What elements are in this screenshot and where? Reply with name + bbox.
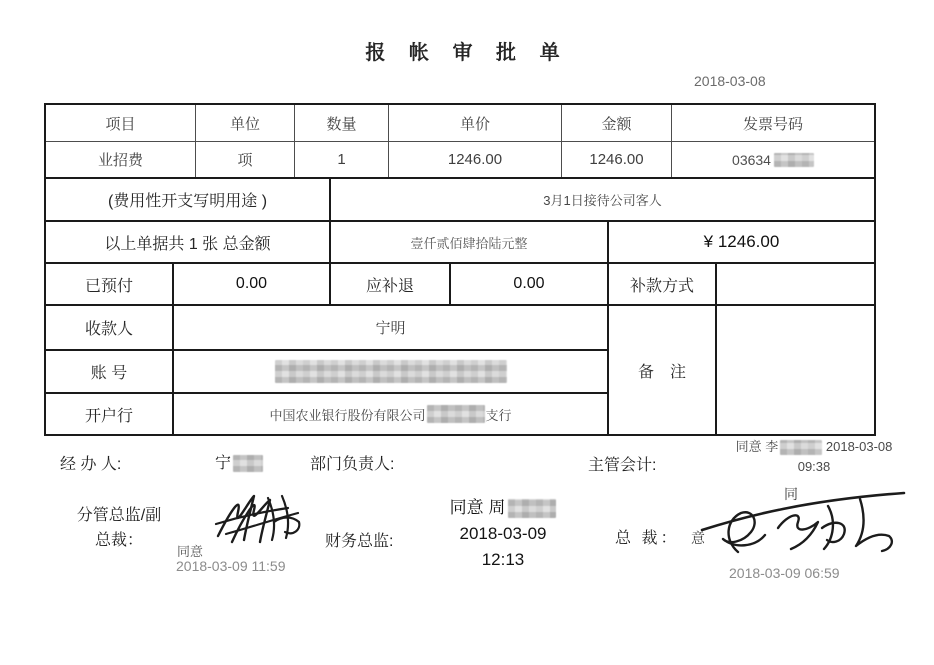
president-agree-char1: 同	[784, 486, 798, 502]
bank-name-suffix: 支行	[485, 407, 512, 423]
item-unit: 项	[195, 142, 294, 177]
cfo-approval-time: 12:13	[481, 550, 525, 569]
payee-row	[46, 306, 607, 349]
invoice-no-visible: 03634	[732, 151, 771, 168]
account-value	[172, 351, 607, 392]
header-amount: 金额	[561, 105, 671, 141]
chief-accountant-approval	[696, 437, 932, 477]
account-label: 账 号	[90, 365, 128, 382]
remark-label: 备 注	[607, 306, 715, 434]
approval-date: 2018-03-08	[825, 439, 893, 454]
refund-label: 应补退	[329, 264, 449, 304]
approval-agree-text: 同意 李	[735, 439, 779, 454]
payment-method-label: 补款方式	[607, 264, 715, 304]
table-header-row	[46, 105, 874, 141]
bank-value	[172, 394, 607, 434]
header-item: 项目	[105, 115, 136, 133]
chief-accountant-approval-line1	[696, 437, 932, 457]
bank-row	[46, 392, 607, 434]
payee-bank-block	[46, 304, 874, 434]
chief-accountant-approval-time: 09:38	[797, 459, 831, 474]
item-amount: 1246.00	[561, 142, 671, 177]
account-row	[46, 349, 607, 392]
vp-label-line2: 总裁：	[94, 532, 143, 549]
operator-name	[215, 450, 263, 473]
payee-bank-left	[46, 306, 607, 434]
operator-name-visible: 宁	[215, 455, 232, 472]
prepaid-row	[46, 262, 874, 304]
header-invoice-no: 发票号码	[671, 105, 874, 141]
cfo-label: 财务总监:	[325, 533, 394, 550]
vp-label-line1: 分管总监/副	[76, 507, 162, 524]
item-invoice-no	[671, 142, 874, 177]
total-amount-chinese: 壹仟贰佰肆拾陆元整	[329, 222, 607, 262]
cfo-approval-date: 2018-03-09	[459, 524, 547, 543]
bank-label: 开户行	[84, 407, 133, 425]
total-row	[46, 220, 874, 262]
payee-label: 收款人	[84, 321, 133, 338]
purpose-value: 3月1日接待公司客人	[329, 179, 874, 220]
item-name: 业招费	[97, 152, 143, 169]
reimbursement-table	[44, 103, 876, 436]
item-unit-price: 1246.00	[388, 142, 561, 177]
payment-method-value	[715, 264, 874, 304]
cfo-approval-line1	[428, 495, 578, 521]
total-amount: ¥ 1246.00	[607, 222, 874, 262]
vp-agree-text: 同意	[177, 544, 204, 559]
total-label: 以上单据共 1 张 总金额	[104, 235, 271, 253]
page-title: 报 帐 审 批 单	[365, 42, 569, 64]
redacted-account-number	[275, 360, 507, 383]
chief-accountant-label: 主管会计:	[588, 457, 657, 474]
cfo-approval	[428, 495, 578, 573]
item-quantity: 1	[294, 142, 388, 177]
prepaid-value: 0.00	[172, 264, 329, 304]
redacted-invoice-suffix	[774, 153, 814, 167]
table-item-row	[46, 141, 874, 177]
prepaid-label: 已预付	[84, 277, 133, 295]
cfo-agree-text: 同意 周	[449, 498, 506, 517]
operator-label: 经 办 人:	[60, 456, 122, 473]
header-unit: 单位	[195, 105, 294, 141]
president-signature-icon	[698, 486, 908, 566]
purpose-label: (费用性开支写明用途 )	[107, 193, 268, 210]
redacted-bank-branch	[427, 405, 485, 423]
vp-approval-datetime: 2018-03-09 11:59	[176, 558, 286, 574]
president-agree-char2: 意	[691, 530, 705, 546]
remark-value	[715, 306, 874, 434]
redacted-operator-name	[233, 455, 263, 472]
header-unit-price: 单价	[388, 105, 561, 141]
dept-head-label: 部门负责人:	[310, 456, 395, 473]
document-date: 2018-03-08	[694, 73, 766, 89]
refund-value: 0.00	[449, 264, 607, 304]
purpose-row	[46, 177, 874, 220]
bank-name-prefix: 中国农业银行股份有限公司	[269, 407, 426, 423]
vp-signature-icon	[208, 486, 308, 550]
redacted-accountant-name	[780, 440, 822, 455]
vp-label	[53, 503, 185, 553]
header-quantity: 数量	[294, 105, 388, 141]
president-approval-datetime: 2018-03-09 06:59	[729, 565, 840, 581]
payee-value: 宁明	[172, 306, 607, 349]
president-label: 总 裁：	[615, 530, 680, 547]
redacted-cfo-name	[508, 499, 556, 518]
